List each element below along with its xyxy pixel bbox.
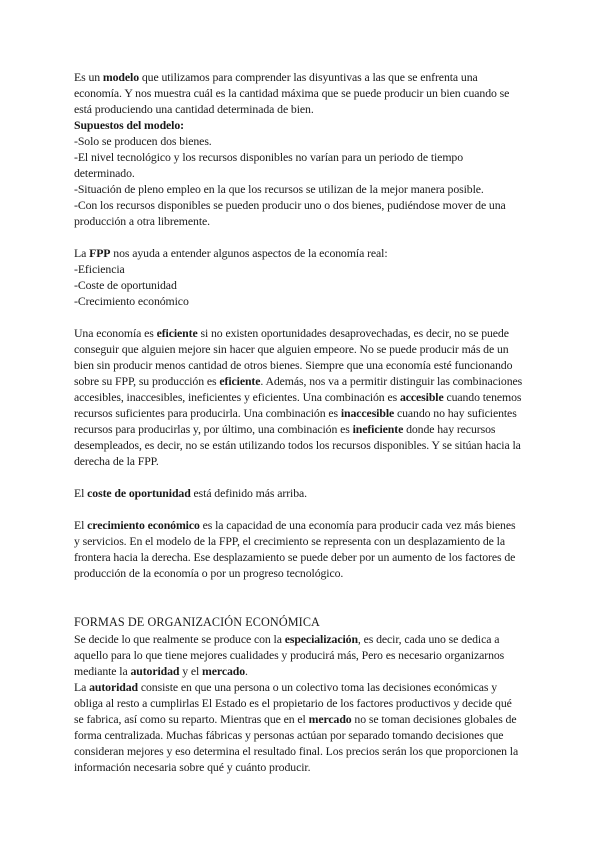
- autoridad-paragraph: La autoridad consiste en que una persona o un colectivo toma las decisiones económicas y obliga al resto a cumplirlas El Estado es el propietario de los factores productivos y decide qué se fabrica, así como su reparto. Mientras que en el mercado no se toman decisiones globales de forma centralizada. Muchas fábricas y personas actúan por separado tomando decisiones que consideran mejores y eso determina el resultado final. Los precios serán los que proporcionen la información necesaria sobre qué y cuánto producir.: [74, 680, 519, 774]
- term-especializacion: especialización: [284, 632, 358, 646]
- fpp-item: -Crecimiento económico: [74, 294, 189, 308]
- fpp-item: -Coste de oportunidad: [74, 278, 177, 292]
- coste-paragraph: El coste de oportunidad está definido más arriba.: [74, 486, 307, 500]
- intro-paragraph: Es un modelo que utilizamos para comprender las disyuntivas a las que se enfrenta una economía. Y nos muestra cuál es la cantidad máxima que se puede producir un bien cuando se está produciendo una cantidad determinada de bien.: [74, 70, 510, 116]
- term-accesible: accesible: [399, 390, 444, 404]
- fpp-intro: La FPP nos ayuda a entender algunos aspectos de la economía real:: [74, 246, 388, 260]
- supuesto-item: -Situación de pleno empleo en la que los recursos se utilizan de la mejor manera posible.: [74, 182, 484, 196]
- supuestos-title: Supuestos del modelo:: [74, 118, 184, 132]
- fpp-item: -Eficiencia: [74, 262, 125, 276]
- term-mercado: mercado: [202, 664, 246, 678]
- term-fpp: FPP: [89, 246, 111, 260]
- section-heading: FORMAS DE ORGANIZACIÓN ECONÓMICA: [74, 615, 320, 629]
- term-crecimiento: crecimiento económico: [87, 518, 200, 532]
- term-modelo: modelo: [102, 70, 140, 84]
- crecimiento-paragraph: El crecimiento económico es la capacidad de una economía para producir cada vez más bienes y servicios. En el modelo de la FPP, el crecimiento se representa con un desplazamiento de la frontera hacia la derecha. Ese desplazamiento se puede deber por un aumento de los factores de producción de la economía o por un progreso tecnológico.: [74, 518, 516, 580]
- especializacion-paragraph: Se decide lo que realmente se produce con la especialización, es decir, cada uno se dedica a aquello para lo que tiene mejores cualidades y producirá más, Pero es necesario organizarnos mediante la autoridad y el mercado.: [74, 632, 505, 678]
- term-inaccesible: inaccesible: [340, 406, 395, 420]
- term-mercado-2: mercado: [308, 712, 352, 726]
- term-autoridad: autoridad: [130, 664, 180, 678]
- term-autoridad-2: autoridad: [89, 680, 139, 694]
- eficiencia-paragraph: Una economía es eficiente si no existen oportunidades desaprovechadas, es decir, no se puede conseguir que alguien mejore sin hacer que alguien empeore. No se puede producir más de un bien sin producir menos cantidad de otros bienes. Siempre que una economía esté funcionando sobre su FPP, su producción es eficiente. Además, nos va a permitir distinguir las combinaciones accesibles, inaccesibles, ineficientes y eficientes. Una combinación es accesible cuando tenemos recursos suficientes para producirla. Una combinación es inaccesible cuando no hay suficientes recursos para producirlas y, por último, una combinación es ineficiente donde hay recursos desempleados, es decir, no se están utilizando todos los recursos disponibles. Y se sitúan hacia la derecha de la FPP.: [74, 326, 523, 468]
- supuesto-item: -El nivel tecnológico y los recursos disponibles no varían para un periodo de tiempo determinado.: [74, 150, 463, 180]
- term-coste-oportunidad: coste de oportunidad: [87, 486, 191, 500]
- term-ineficiente: ineficiente: [352, 422, 404, 436]
- supuesto-item: -Solo se producen dos bienes.: [74, 134, 212, 148]
- term-eficiente-2: eficiente: [219, 374, 261, 388]
- supuesto-item: -Con los recursos disponibles se pueden producir uno o dos bienes, pudiéndose mover de una producción a otra libremente.: [74, 198, 506, 228]
- term-eficiente: eficiente: [156, 326, 198, 340]
- document-body: [74, 69, 524, 775]
